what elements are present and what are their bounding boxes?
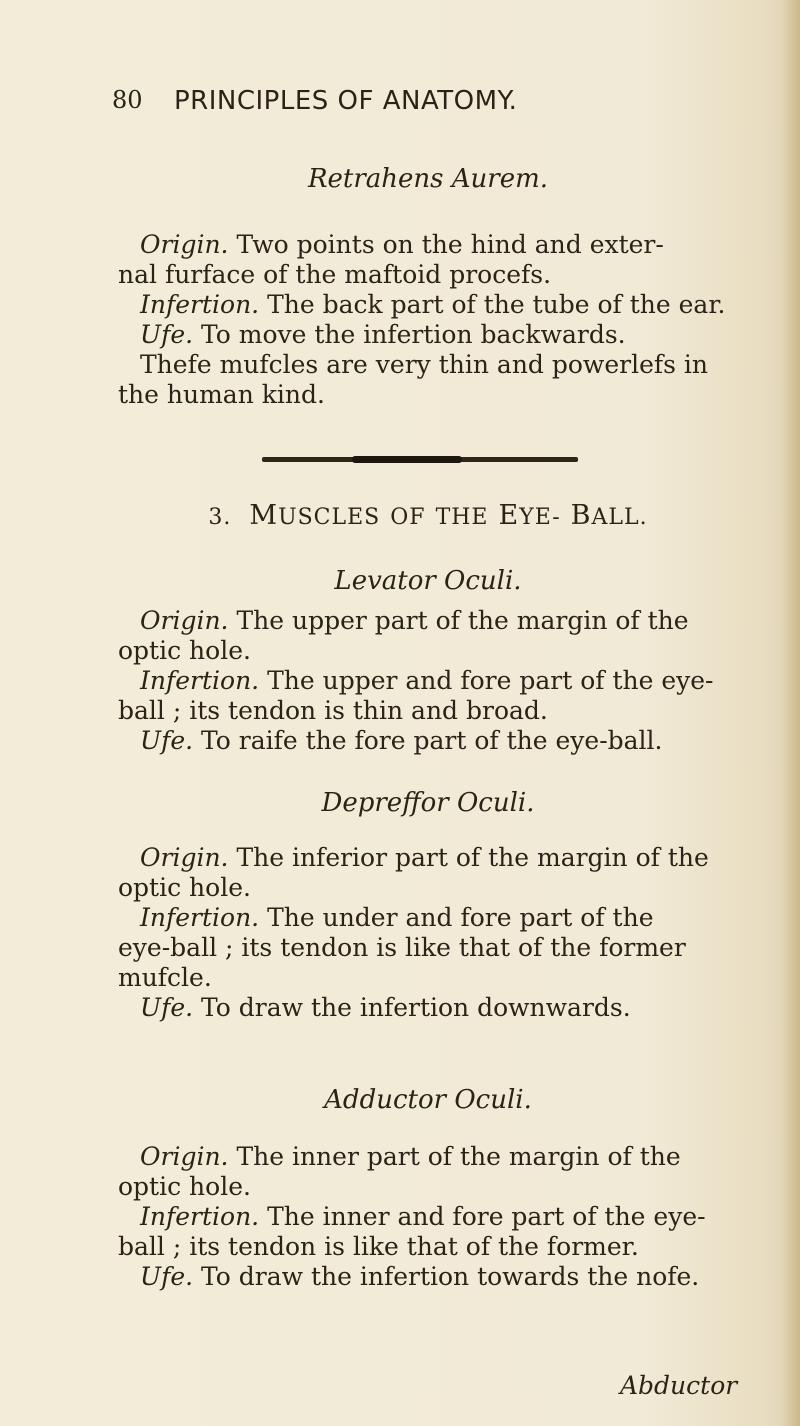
adductor-line-text: The inner part of the margin of the bbox=[228, 1142, 681, 1171]
depressor-line-label: Ufe. bbox=[140, 993, 194, 1022]
adductor-line-text: ball ; its tendon is like that of the former. bbox=[118, 1232, 639, 1261]
levator-line bbox=[118, 696, 738, 726]
section-word bbox=[249, 500, 381, 531]
depressor-line bbox=[118, 903, 738, 933]
section-heading bbox=[118, 500, 738, 531]
depressor-line-text: mufcle. bbox=[118, 963, 212, 992]
section-word-initial: B bbox=[570, 500, 592, 531]
retrahens-line-label: Ufe. bbox=[140, 320, 194, 349]
depressor-line-text: The inferior part of the margin of the bbox=[228, 843, 709, 872]
section-word-rest: OF bbox=[390, 505, 426, 530]
page-edge-shadow bbox=[782, 0, 800, 1426]
section-word bbox=[436, 505, 489, 530]
section-word-rest: ALL. bbox=[591, 505, 648, 530]
levator-line bbox=[118, 666, 738, 696]
levator-line bbox=[118, 636, 738, 666]
depressor-line-text: To draw the infertion downwards. bbox=[193, 993, 631, 1022]
adductor-line bbox=[118, 1142, 738, 1172]
levator-line-text: The upper part of the margin of the bbox=[228, 606, 689, 635]
depressor-line bbox=[118, 993, 738, 1023]
adductor-title: Adductor Oculi. bbox=[324, 1085, 532, 1115]
retrahens-line-text: The back part of the tube of the ear. bbox=[259, 290, 726, 319]
depressor-line bbox=[118, 843, 738, 873]
depressor-title: Depreffor Oculi. bbox=[321, 788, 535, 818]
levator-line-text: The upper and fore part of the eye- bbox=[259, 666, 714, 695]
adductor-line bbox=[118, 1202, 738, 1232]
adductor-line-label: Ufe. bbox=[140, 1262, 194, 1291]
section-word-initial: M bbox=[249, 500, 279, 531]
levator-line-text: optic hole. bbox=[118, 636, 251, 665]
section-title bbox=[239, 500, 648, 531]
retrahens-line bbox=[118, 260, 738, 290]
adductor-line-label: Infertion. bbox=[140, 1202, 260, 1231]
retrahens-line-label: Infertion. bbox=[140, 290, 260, 319]
retrahens-line bbox=[118, 380, 738, 410]
section-word-rest: THE bbox=[435, 505, 489, 530]
levator-line bbox=[118, 726, 738, 756]
section-number: 3. bbox=[208, 505, 232, 530]
adductor-line bbox=[118, 1172, 738, 1202]
retrahens-line-label: Origin. bbox=[140, 230, 229, 259]
retrahens-line-text: Thefe mufcles are very thin and powerlefs in bbox=[140, 350, 708, 379]
section-word bbox=[390, 505, 425, 530]
adductor-line-text: The inner and fore part of the eye- bbox=[259, 1202, 706, 1231]
adductor-block bbox=[118, 1142, 738, 1292]
adductor-line bbox=[118, 1262, 738, 1292]
retrahens-line-text: nal furface of the maftoid procefs. bbox=[118, 260, 552, 289]
levator-line-label: Infertion. bbox=[140, 666, 260, 695]
section-word bbox=[498, 500, 561, 531]
depressor-line-label: Origin. bbox=[140, 843, 229, 872]
page-number: 80 bbox=[112, 86, 143, 114]
depressor-line-label: Infertion. bbox=[140, 903, 260, 932]
section-word-initial: E bbox=[498, 500, 520, 531]
levator-line-label: Origin. bbox=[140, 606, 229, 635]
retrahens-title: Retrahens Aurem. bbox=[307, 164, 549, 194]
adductor-line-label: Origin. bbox=[140, 1142, 229, 1171]
retrahens-line-text: the human kind. bbox=[118, 380, 325, 409]
section-word-rest: USCLES bbox=[278, 505, 381, 530]
depressor-line bbox=[118, 873, 738, 903]
retrahens-line bbox=[118, 320, 738, 350]
depressor-line bbox=[118, 963, 738, 993]
adductor-line bbox=[118, 1232, 738, 1262]
section-word bbox=[570, 500, 648, 531]
retrahens-block bbox=[118, 230, 738, 410]
depressor-line-text: eye-ball ; its tendon is like that of the former bbox=[118, 933, 686, 962]
adductor-line-text: To draw the infertion towards the nofe. bbox=[193, 1262, 700, 1291]
adductor-line-text: optic hole. bbox=[118, 1172, 251, 1201]
depressor-line bbox=[118, 933, 738, 963]
retrahens-line bbox=[118, 350, 738, 380]
levator-block bbox=[118, 606, 738, 756]
section-word-rest: YE- bbox=[519, 505, 561, 530]
catchword: Abductor bbox=[620, 1371, 738, 1400]
levator-title: Levator Oculi. bbox=[334, 566, 522, 596]
levator-line-text: ball ; its tendon is thin and broad. bbox=[118, 696, 548, 725]
depressor-line-text: The under and fore part of the bbox=[259, 903, 654, 932]
levator-line-text: To raife the fore part of the eye-ball. bbox=[193, 726, 663, 755]
section-divider-rule bbox=[262, 457, 578, 462]
running-title: PRINCIPLES OF ANATOMY. bbox=[174, 86, 518, 116]
retrahens-line bbox=[118, 230, 738, 260]
depressor-line-text: optic hole. bbox=[118, 873, 251, 902]
retrahens-line-text: To move the infertion backwards. bbox=[193, 320, 626, 349]
levator-line-label: Ufe. bbox=[140, 726, 194, 755]
retrahens-line bbox=[118, 290, 738, 320]
page-header bbox=[112, 86, 752, 130]
retrahens-line-text: Two points on the hind and exter- bbox=[228, 230, 664, 259]
depressor-block bbox=[118, 843, 738, 1023]
levator-line bbox=[118, 606, 738, 636]
